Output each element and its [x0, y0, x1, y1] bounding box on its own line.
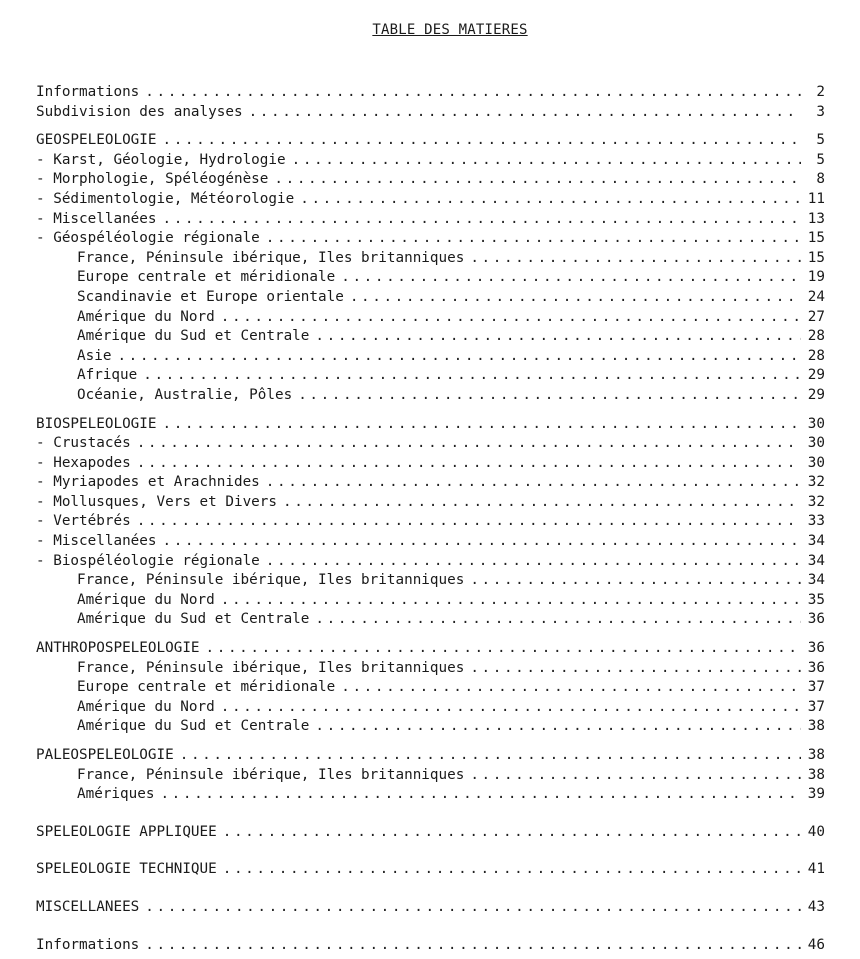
entry-label: - Crustacés	[36, 435, 131, 452]
page-number: 11	[807, 190, 825, 207]
toc-entry	[36, 860, 825, 880]
dot-leader	[163, 415, 801, 435]
page-number: 15	[807, 230, 825, 247]
page-number: 30	[807, 415, 825, 432]
dot-leader	[145, 83, 801, 103]
section-spacer	[36, 918, 825, 936]
dot-leader	[163, 210, 801, 230]
section-spacer	[36, 630, 825, 639]
entry-label: Informations	[36, 84, 140, 100]
dot-leader	[163, 131, 801, 151]
entry-label: Amérique du Nord	[77, 308, 215, 325]
toc-entry	[36, 473, 825, 493]
toc-subentry	[36, 678, 825, 698]
toc-entry	[36, 493, 825, 513]
page-number: 40	[807, 823, 825, 840]
page-number: 34	[807, 552, 825, 569]
page-number: 41	[807, 861, 825, 878]
page-number: 30	[807, 435, 825, 452]
page-number: 28	[807, 347, 825, 364]
entry-label: - Mollusques, Vers et Divers	[36, 493, 278, 510]
dot-leader	[143, 366, 801, 386]
page-number: 27	[807, 308, 825, 325]
dot-leader	[266, 229, 801, 249]
toc-entry	[36, 532, 825, 552]
entry-label: Informations	[36, 936, 140, 953]
page-number: 8	[816, 171, 825, 188]
section-spacer	[36, 805, 825, 823]
dot-leader	[249, 103, 801, 123]
toc-entry	[36, 131, 825, 151]
dot-leader	[470, 571, 801, 591]
entry-label: - Sédimentologie, Météorologie	[36, 190, 295, 207]
dot-leader	[180, 746, 801, 766]
page-number: 32	[807, 474, 825, 491]
toc-entry	[36, 415, 825, 435]
toc-entry	[36, 229, 825, 249]
page-number: 3	[816, 103, 825, 120]
dot-leader	[266, 473, 801, 493]
toc-subentry	[36, 785, 825, 805]
toc-entry	[36, 434, 825, 454]
page-title: TABLE DES MATIERES	[372, 22, 528, 38]
dot-leader	[137, 454, 801, 474]
section-spacer	[36, 406, 825, 415]
dot-leader	[145, 898, 801, 918]
entry-label: MISCELLANEES	[36, 898, 140, 915]
entry-label: Amérique du Nord	[77, 698, 215, 715]
page-number: 29	[807, 386, 825, 403]
page-number: 32	[807, 493, 825, 510]
entry-label: - Morphologie, Spéléogénèse	[36, 171, 269, 188]
dot-leader	[223, 823, 801, 843]
toc-subentry	[36, 268, 825, 288]
dot-leader	[315, 327, 801, 347]
dot-leader	[292, 151, 801, 171]
entry-label: Europe centrale et méridionale	[77, 679, 336, 696]
page-number: 15	[807, 249, 825, 266]
entry-label: BIOSPELEOLOGIE	[36, 415, 157, 432]
dot-leader	[470, 766, 801, 786]
entry-label: Asie	[77, 347, 112, 364]
entry-label: SPELEOLOGIE TECHNIQUE	[36, 861, 217, 878]
entry-label: PALEOSPELEOLOGIE	[36, 747, 174, 763]
entry-label: Amérique du Sud et Centrale	[77, 718, 310, 735]
entry-label: Subdivision des analyses	[36, 103, 243, 120]
toc-subentry	[36, 766, 825, 786]
entry-label: - Hexapodes	[36, 454, 131, 471]
entry-label: Europe centrale et méridionale	[77, 269, 336, 286]
page-number: 38	[807, 766, 825, 783]
toc-entry	[36, 746, 825, 766]
dot-leader	[223, 860, 801, 880]
toc-subentry	[36, 717, 825, 737]
entry-label: - Géospéléologie régionale	[36, 230, 260, 247]
toc-entry	[36, 898, 825, 918]
entry-label: - Biospéléologie régionale	[36, 552, 260, 569]
page-number: 13	[807, 210, 825, 227]
toc-subentry	[36, 659, 825, 679]
toc-entry	[36, 190, 825, 210]
page-number: 39	[807, 786, 825, 803]
dot-leader	[298, 386, 801, 406]
page-number: 38	[807, 747, 825, 763]
toc-subentry	[36, 347, 825, 367]
page-number: 5	[816, 132, 825, 149]
toc-entry	[36, 210, 825, 230]
entry-label: Amérique du Nord	[77, 591, 215, 608]
dot-leader	[117, 347, 801, 367]
entry-label: France, Péninsule ibérique, Iles britanniques	[77, 572, 465, 589]
page-number: 24	[807, 288, 825, 305]
toc-subentry	[36, 366, 825, 386]
entry-label: SPELEOLOGIE APPLIQUEE	[36, 823, 217, 840]
page-number: 36	[807, 659, 825, 676]
dot-leader	[300, 190, 801, 210]
page-number: 46	[807, 936, 825, 953]
section-spacer	[36, 880, 825, 898]
page-number: 35	[807, 591, 825, 608]
toc-subentry	[36, 249, 825, 269]
dot-leader	[341, 268, 801, 288]
entry-label: Afrique	[77, 367, 138, 384]
section-spacer	[36, 122, 825, 131]
section-spacer	[36, 842, 825, 860]
page-number: 37	[807, 698, 825, 715]
dot-leader	[160, 785, 801, 805]
page-number: 33	[807, 513, 825, 530]
toc-entry	[36, 512, 825, 532]
page-number: 28	[807, 328, 825, 345]
dot-leader	[274, 170, 801, 190]
dot-leader	[221, 308, 801, 328]
dot-leader	[341, 678, 801, 698]
page-number: 2	[816, 84, 825, 100]
dot-leader	[315, 610, 801, 630]
toc-entry	[36, 83, 825, 103]
dot-leader	[145, 936, 801, 956]
page-number: 43	[807, 898, 825, 915]
page-number: 34	[807, 572, 825, 589]
toc-entry	[36, 151, 825, 171]
dot-leader	[163, 532, 801, 552]
toc-entry	[36, 639, 825, 659]
entry-label: Amériques	[77, 786, 155, 803]
entry-label: - Karst, Géologie, Hydrologie	[36, 151, 286, 168]
entry-label: - Vertébrés	[36, 513, 131, 530]
dot-leader	[221, 591, 801, 611]
entry-label: GEOSPELEOLOGIE	[36, 132, 157, 149]
dot-leader	[137, 434, 801, 454]
page-number: 37	[807, 679, 825, 696]
toc-subentry	[36, 698, 825, 718]
dot-leader	[315, 717, 801, 737]
entry-label: Scandinavie et Europe orientale	[77, 288, 344, 305]
entry-label: - Myriapodes et Arachnides	[36, 474, 260, 491]
page-number: 29	[807, 367, 825, 384]
page-number: 38	[807, 718, 825, 735]
toc-subentry	[36, 610, 825, 630]
entry-label: Amérique du Sud et Centrale	[77, 611, 310, 628]
toc-entry	[36, 823, 825, 843]
toc-entry	[36, 454, 825, 474]
toc-entry	[36, 103, 825, 123]
section-spacer	[36, 737, 825, 746]
page-number: 36	[807, 640, 825, 657]
page-number: 19	[807, 269, 825, 286]
toc-subentry	[36, 571, 825, 591]
dot-leader	[350, 288, 801, 308]
page-number: 34	[807, 533, 825, 550]
dot-leader	[283, 493, 801, 513]
entry-label: Amérique du Sud et Centrale	[77, 328, 310, 345]
page-number: 36	[807, 611, 825, 628]
dot-leader	[221, 698, 801, 718]
dot-leader	[470, 659, 801, 679]
entry-label: - Miscellanées	[36, 533, 157, 550]
dot-leader	[206, 639, 801, 659]
toc-entry	[36, 170, 825, 190]
entry-label: France, Péninsule ibérique, Iles britanniques	[77, 766, 465, 783]
toc-subentry	[36, 386, 825, 406]
toc-entry	[36, 936, 825, 956]
entry-label: France, Péninsule ibérique, Iles britanniques	[77, 659, 465, 676]
toc-entry	[36, 552, 825, 572]
entry-label: ANTHROPOSPELEOLOGIE	[36, 640, 200, 657]
toc-subentry	[36, 308, 825, 328]
entry-label: Océanie, Australie, Pôles	[77, 386, 293, 403]
dot-leader	[470, 249, 801, 269]
table-of-contents	[36, 83, 825, 955]
entry-label: - Miscellanées	[36, 210, 157, 227]
dot-leader	[137, 512, 801, 532]
entry-label: France, Péninsule ibérique, Iles britanniques	[77, 249, 465, 266]
toc-subentry	[36, 327, 825, 347]
dot-leader	[266, 552, 801, 572]
page-number: 30	[807, 454, 825, 471]
page-number: 5	[816, 151, 825, 168]
toc-subentry	[36, 591, 825, 611]
toc-subentry	[36, 288, 825, 308]
